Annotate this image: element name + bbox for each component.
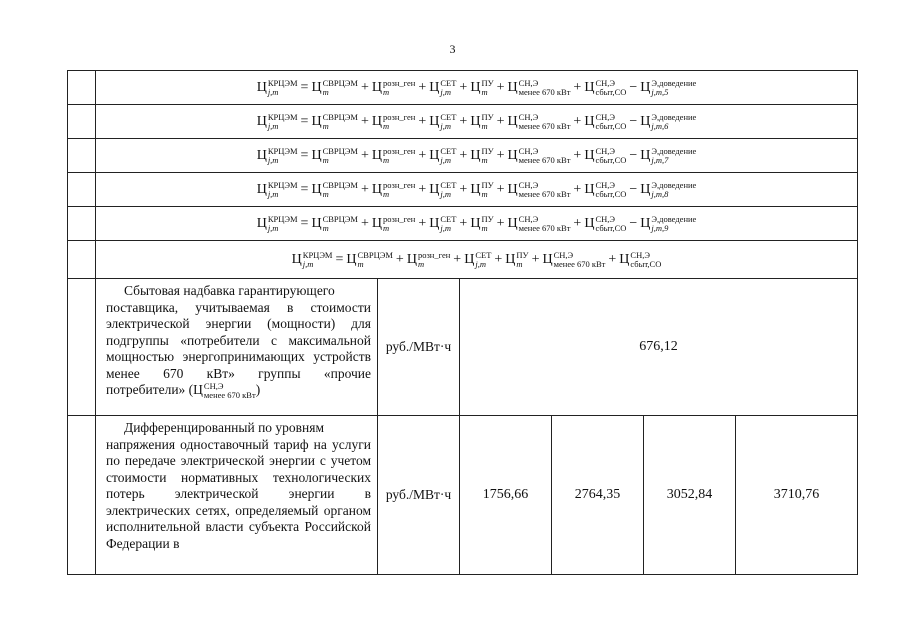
gutter-cell [68, 71, 96, 105]
formula-expression: Ц КРЦЭМ j,m = Ц СВРЦЭМ m + Ц розн_ген m + Ц СЕТ j,m + Ц ПУ m + Ц СН,Э менее 670 кВт + Ц СН,Э сбыт,СО − Ц Э,доведение j,m,6 [256, 111, 697, 131]
tariff-value-3: 3052,84 [644, 416, 736, 575]
formula-cell [96, 241, 858, 279]
formula-expression: Ц КРЦЭМ j,m = Ц СВРЦЭМ m + Ц розн_ген m + Ц СЕТ j,m + Ц ПУ m + Ц СН,Э менее 670 кВт + Ц СН,Э сбыт,СО − Ц Э,доведение j,m,5 [256, 77, 697, 97]
formula-cell [96, 139, 858, 173]
formula-expression: Ц КРЦЭМ j,m = Ц СВРЦЭМ m + Ц розн_ген m + Ц СЕТ j,m + Ц ПУ m + Ц СН,Э менее 670 кВт + Ц СН,Э сбыт,СО − Ц Э,доведение j,m,7 [256, 145, 697, 165]
markup-value: 676,12 [460, 279, 858, 416]
formula-row [68, 139, 858, 173]
tariff-unit: руб./МВт·ч [378, 416, 460, 575]
formula-row [68, 71, 858, 105]
tariff-description: Дифференцированный по уровням напряжения одноставочный тариф на услуги по передаче электрической энергии с учетом стоимости нормативных технологических потерь электрической энергии в электрических сетях, определяемый органом исполнительной власти субъекта Российской Федерации в [96, 416, 378, 575]
gutter-cell [68, 173, 96, 207]
tariff-value-1: 1756,66 [460, 416, 552, 575]
gutter-cell [68, 105, 96, 139]
formula-row [68, 105, 858, 139]
gutter-cell [68, 139, 96, 173]
markup-unit: руб./МВт·ч [378, 279, 460, 416]
tariff-value-2: 2764,35 [552, 416, 644, 575]
formula-row-final [68, 241, 858, 279]
tariff-table [67, 70, 858, 575]
formula-cell [96, 173, 858, 207]
formula-expression: Ц КРЦЭМ j,m = Ц СВРЦЭМ m + Ц розн_ген m + Ц СЕТ j,m + Ц ПУ m + Ц СН,Э менее 670 кВт + Ц СН,Э сбыт,СО [291, 249, 662, 269]
table-row-tariff [68, 416, 858, 575]
gutter-cell [68, 279, 96, 416]
formula-expression: Ц КРЦЭМ j,m = Ц СВРЦЭМ m + Ц розн_ген m + Ц СЕТ j,m + Ц ПУ m + Ц СН,Э менее 670 кВт + Ц СН,Э сбыт,СО − Ц Э,доведение j,m,8 [256, 179, 697, 199]
formula-expression: Ц КРЦЭМ j,m = Ц СВРЦЭМ m + Ц розн_ген m + Ц СЕТ j,m + Ц ПУ m + Ц СН,Э менее 670 кВт + Ц СН,Э сбыт,СО − Ц Э,доведение j,m,9 [256, 213, 697, 233]
formula-cell [96, 105, 858, 139]
gutter-cell [68, 207, 96, 241]
markup-description: Сбытовая надбавка гарантирующего поставщика, учитываемая в стоимости электрической энергии (мощности) для подгруппы «потребители с максимальной мощностью энергопринимающих устройств менее 670 кВт» группы «прочие потребители» (Ц СН,Э менее 670 кВт ) [96, 279, 378, 416]
formula-cell [96, 71, 858, 105]
gutter-cell [68, 241, 96, 279]
formula-cell [96, 207, 858, 241]
formula-row [68, 207, 858, 241]
formula-row [68, 173, 858, 207]
page-number: 3 [449, 42, 456, 56]
markup-symbol: Ц СН,Э менее 670 кВт [193, 381, 256, 400]
gutter-cell [68, 416, 96, 575]
tariff-value-4: 3710,76 [736, 416, 858, 575]
table-row-markup [68, 279, 858, 416]
